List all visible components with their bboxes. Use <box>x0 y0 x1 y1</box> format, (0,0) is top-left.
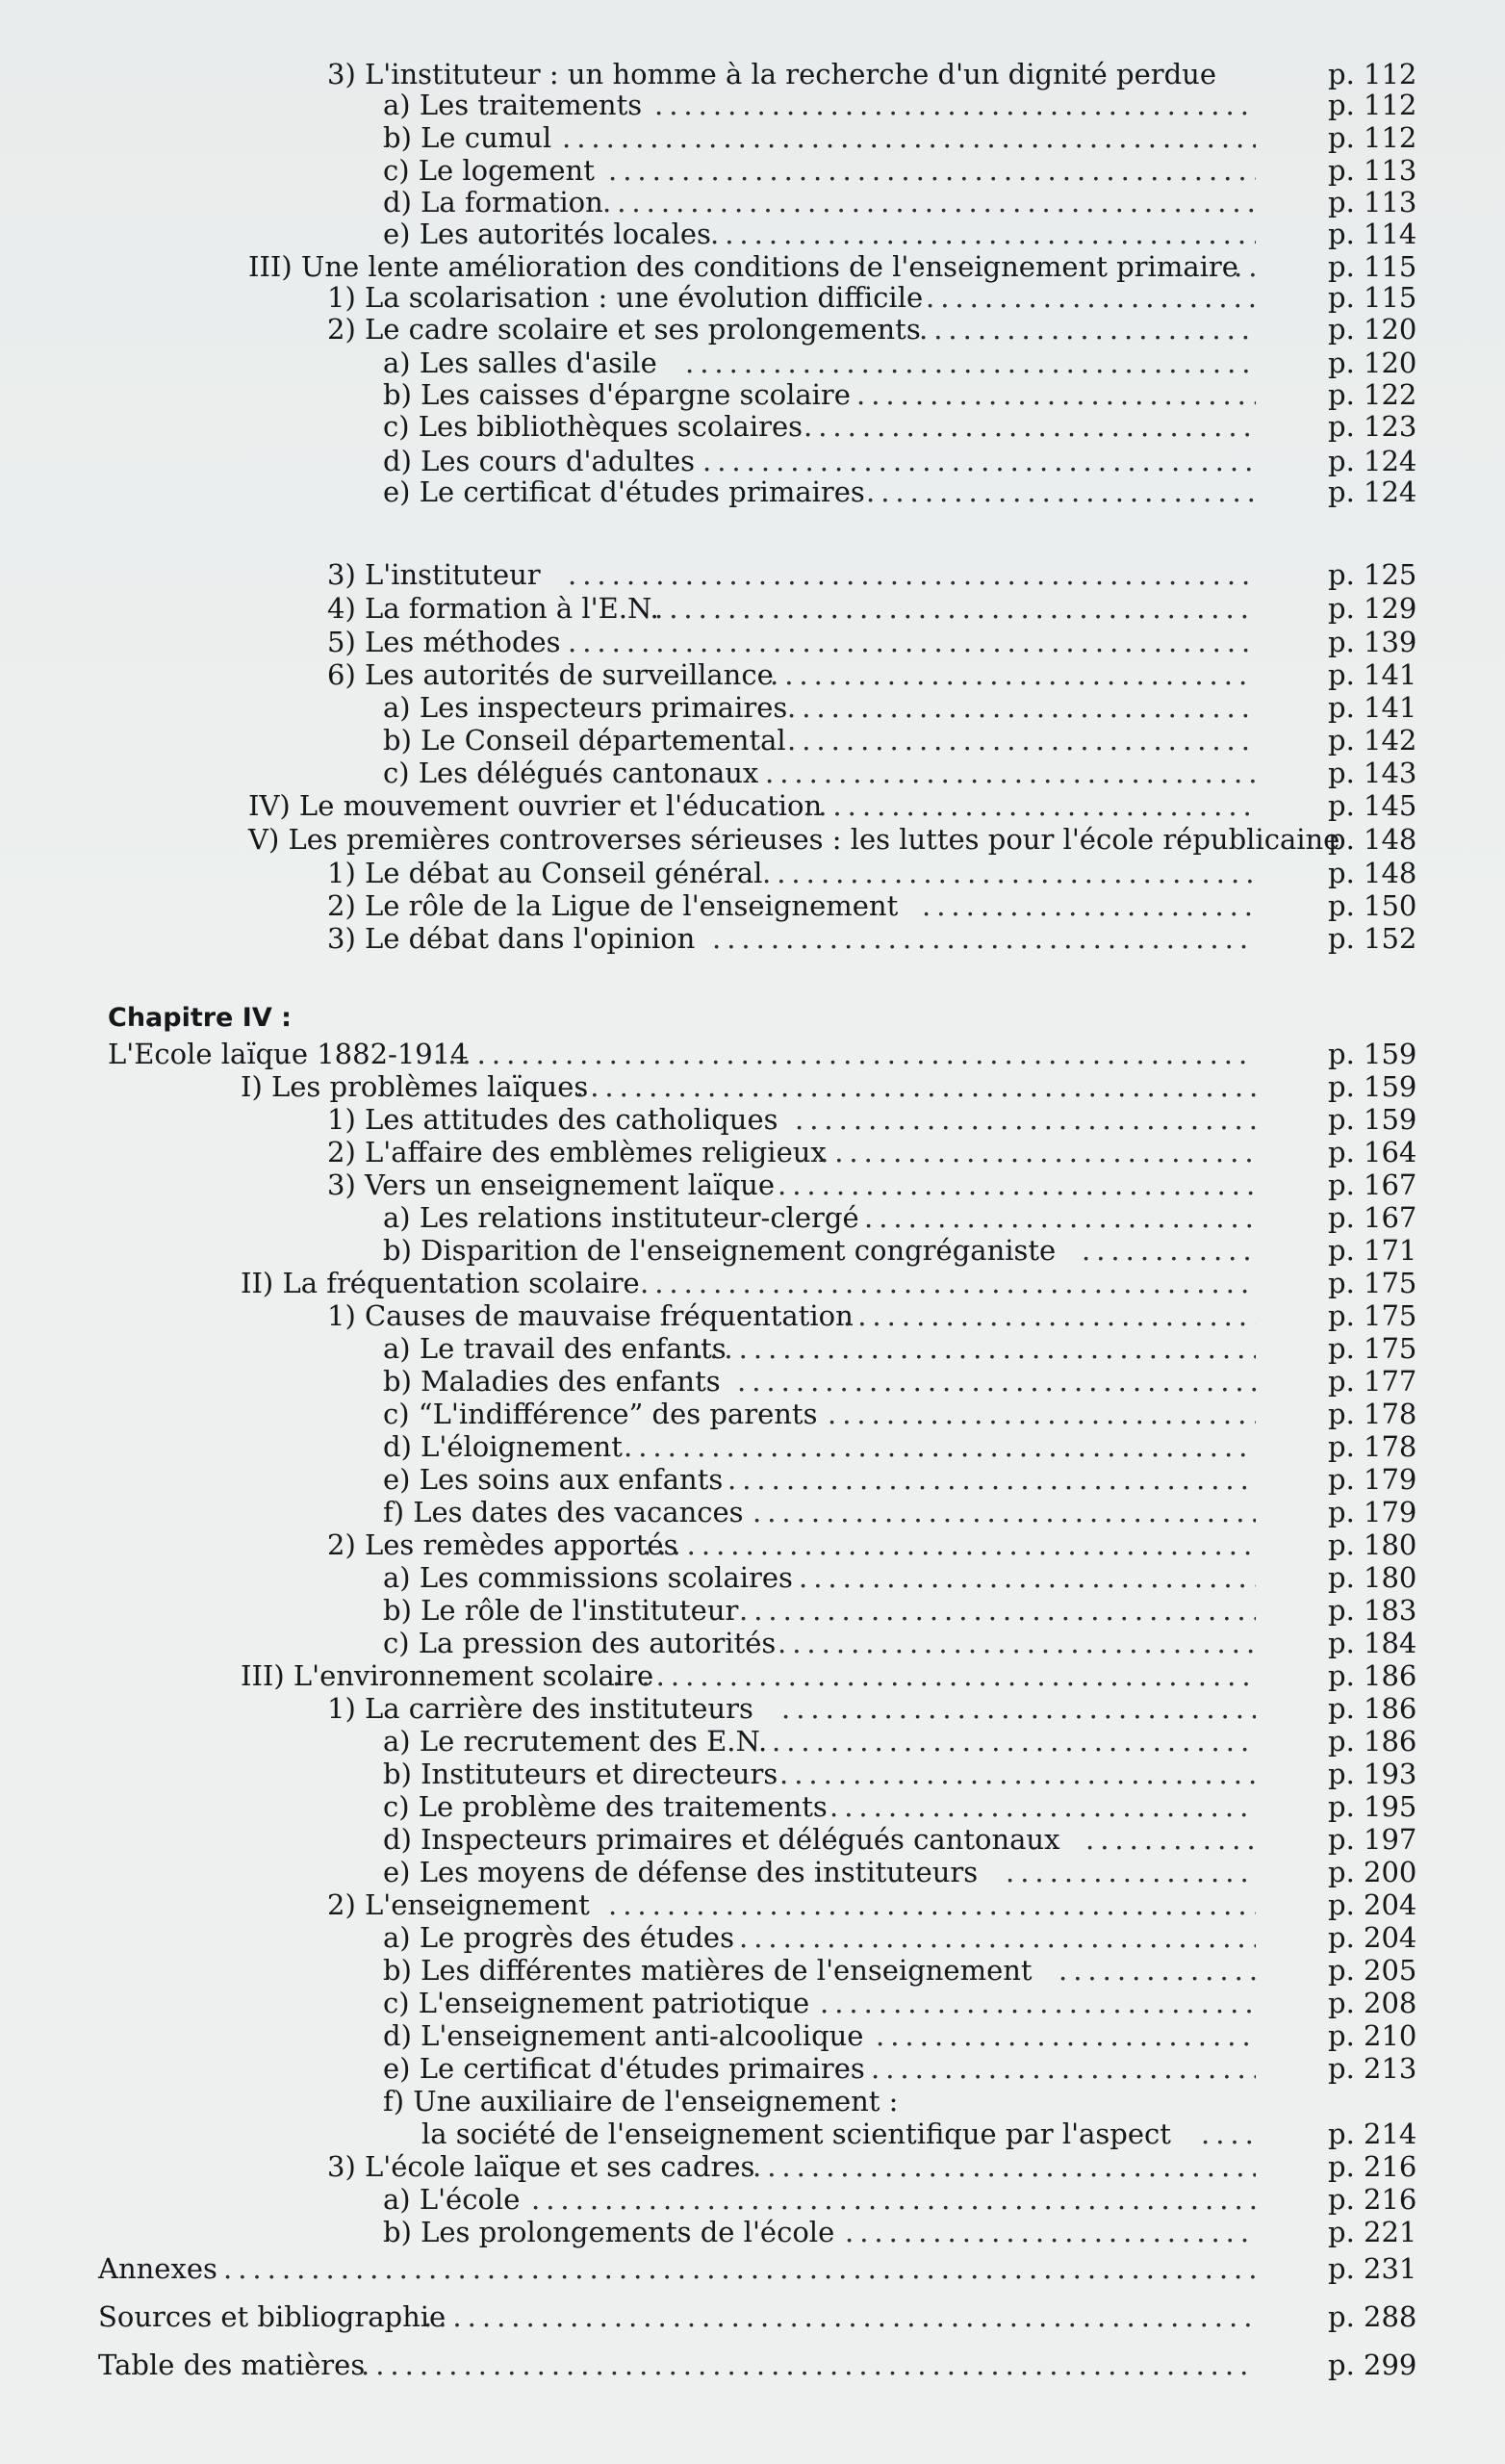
dot-leader <box>739 1594 1256 1627</box>
dot-leader <box>787 724 1256 757</box>
toc-entry <box>0 1299 1505 1332</box>
dot-leader <box>1059 1954 1256 1987</box>
toc-entry <box>0 1201 1505 1234</box>
toc-entry-page: p. 159 <box>1328 1038 1417 1070</box>
toc-entry-page: p. 210 <box>1328 2019 1417 2052</box>
toc-entry-title: II) La fréquentation scolaire <box>241 1267 640 1299</box>
toc-entry-page: p. 124 <box>1328 445 1417 477</box>
toc-entry-page: p. 200 <box>1328 1856 1417 1888</box>
toc-entry-title: 1) La scolarisation : une évolution difficile <box>327 281 924 314</box>
toc-entry <box>0 2085 1505 2118</box>
dot-leader <box>1201 2118 1256 2150</box>
toc-entry-page: p. 167 <box>1328 1201 1417 1234</box>
toc-entry-title: a) Les relations instituteur-clergé <box>383 1201 859 1234</box>
toc-entry-title: d) L'éloignement <box>383 1430 623 1463</box>
toc-entry-title: Annexes <box>98 2252 217 2285</box>
toc-entry-title: 1) Causes de mauvaise fréquentation <box>327 1299 854 1332</box>
toc-entry-title: d) Inspecteurs primaires et délégués cantonaux <box>383 1823 1060 1856</box>
toc-entry-title: Table des matières <box>98 2348 366 2381</box>
toc-entry-title: a) Le progrès des études <box>383 1921 734 1954</box>
toc-entry-title: 1) Le débat au Conseil général <box>327 857 763 889</box>
dot-leader <box>781 1692 1256 1725</box>
toc-entry-page: p. 213 <box>1328 2052 1417 2085</box>
toc-entry <box>0 1398 1505 1430</box>
toc-entry-page: p. 120 <box>1328 346 1417 379</box>
toc-entry-title: c) Le problème des traitements <box>383 1790 828 1823</box>
toc-entry-page: p. 177 <box>1328 1365 1417 1398</box>
dot-leader <box>787 691 1256 724</box>
dot-leader <box>843 1299 1256 1332</box>
dot-leader <box>762 857 1256 889</box>
toc-entry-title: 3) L'instituteur : un homme à la recherche d'un dignité perdue <box>327 58 1217 90</box>
toc-entry <box>0 2118 1505 2150</box>
toc-entry <box>0 1561 1505 1594</box>
dot-leader <box>1006 1856 1256 1888</box>
toc-entry-page: p. 164 <box>1328 1136 1417 1168</box>
toc-entry-title: c) Les délégués cantonaux <box>383 757 759 789</box>
dot-leader <box>820 1987 1256 2019</box>
toc-entry-page: p. 123 <box>1328 410 1417 443</box>
toc-entry-title: a) Les inspecteurs primaires <box>383 691 788 724</box>
dot-leader <box>770 658 1256 691</box>
dot-leader <box>829 1790 1256 1823</box>
toc-entry <box>0 757 1505 789</box>
toc-entry <box>0 313 1505 346</box>
toc-entry-page: p. 179 <box>1328 1496 1417 1528</box>
dot-leader <box>568 626 1256 658</box>
toc-entry-title: e) Le certificat d'études primaires <box>383 2052 865 2085</box>
toc-entry-page: p. 184 <box>1328 1627 1417 1659</box>
toc-entry-title: b) Les caisses d'épargne scolaire <box>383 378 851 411</box>
dot-leader <box>624 1430 1256 1463</box>
toc-entry-page: p. 141 <box>1328 691 1417 724</box>
toc-entry <box>0 475 1505 508</box>
dot-leader <box>864 1201 1256 1234</box>
dot-leader <box>922 889 1256 922</box>
toc-entry-page: p. 120 <box>1328 313 1417 346</box>
toc-entry-title: a) Le travail des enfants <box>383 1332 727 1365</box>
toc-entry <box>0 1888 1505 1921</box>
toc-entry-page: p. 141 <box>1328 658 1417 691</box>
toc-entry-page: p. 115 <box>1328 281 1417 314</box>
dot-leader <box>871 2052 1256 2085</box>
toc-entry-title: 6) Les autorités de surveillance <box>327 658 774 691</box>
toc-entry-title: b) Maladies des enfants <box>383 1365 721 1398</box>
toc-entry <box>0 445 1505 477</box>
toc-entry-title: a) Les salles d'asile <box>383 346 657 379</box>
toc-entry-title: b) Les prolongements de l'école <box>383 2216 835 2248</box>
toc-entry <box>0 1823 1505 1856</box>
toc-entry-page: p. 216 <box>1328 2150 1417 2183</box>
toc-entry <box>0 346 1505 379</box>
toc-entry-page: p. 113 <box>1328 154 1417 187</box>
toc-entry-title: c) La pression des autorités <box>383 1627 777 1659</box>
dot-leader <box>828 1398 1256 1430</box>
toc-entry-page: p. 115 <box>1328 250 1417 283</box>
dot-leader <box>752 1496 1256 1528</box>
toc-entry <box>0 592 1505 625</box>
dot-leader <box>765 757 1256 789</box>
toc-entry-page: p. 171 <box>1328 1234 1417 1267</box>
toc-entry-title: 4) La formation à l'E.N. <box>327 592 659 625</box>
dot-leader <box>223 2252 1256 2285</box>
toc-entry <box>0 410 1505 443</box>
toc-entry-title: d) Les cours d'adultes <box>383 445 695 477</box>
toc-entry <box>0 823 1505 856</box>
toc-entry <box>0 2348 1505 2381</box>
toc-entry-page: p. 159 <box>1328 1070 1417 1103</box>
toc-entry-page: p. 142 <box>1328 724 1417 757</box>
toc-entry-title: V) Les premières controverses sérieuses : les luttes pour l'école républicaine <box>248 823 1340 856</box>
toc-entry-page: p. 205 <box>1328 1954 1417 1987</box>
toc-entry <box>0 2252 1505 2285</box>
toc-entry-page: p. 221 <box>1328 2216 1417 2248</box>
toc-entry <box>0 1463 1505 1496</box>
toc-entry-page: p. 175 <box>1328 1299 1417 1332</box>
toc-entry-title: III) L'environnement scolaire <box>241 1659 654 1692</box>
toc-entry-title: 2) L'affaire des emblèmes religieux <box>327 1136 827 1168</box>
toc-entry <box>0 724 1505 757</box>
toc-entry-page: p. 112 <box>1328 89 1417 121</box>
toc-entry <box>0 58 1505 90</box>
dot-leader <box>779 1758 1256 1790</box>
dot-leader <box>820 1136 1256 1168</box>
toc-entry <box>0 1627 1505 1659</box>
toc-entry <box>0 250 1505 283</box>
toc-entry <box>0 1856 1505 1888</box>
dot-leader <box>804 410 1256 443</box>
toc-entry-title: L'Ecole laïque 1882-1914 <box>108 1038 469 1070</box>
dot-leader <box>1085 1823 1256 1856</box>
toc-entry-title: a) Les commissions scolaires <box>383 1561 793 1594</box>
dot-leader <box>795 1103 1256 1136</box>
toc-entry <box>0 2019 1505 2052</box>
toc-entry-title: 3) Vers un enseignement laïque <box>327 1168 775 1201</box>
dot-leader <box>778 1627 1256 1659</box>
toc-entry-title: a) Le recrutement des E.N. <box>383 1725 768 1758</box>
toc-entry <box>0 2052 1505 2085</box>
toc-entry <box>0 789 1505 822</box>
dot-leader <box>804 789 1256 822</box>
dot-leader <box>778 1168 1256 1201</box>
toc-entry-page: p. 216 <box>1328 2183 1417 2216</box>
dot-leader <box>531 2183 1256 2216</box>
toc-entry-title: d) La formation <box>383 186 603 218</box>
toc-entry-page: p. 125 <box>1328 558 1417 591</box>
dot-leader <box>926 281 1256 314</box>
toc-entry-page: p. 214 <box>1328 2118 1417 2150</box>
dot-leader <box>866 475 1256 508</box>
toc-entry <box>0 89 1505 121</box>
dot-leader <box>612 1659 1256 1692</box>
chapter-heading: Chapitre IV : <box>108 1003 292 1033</box>
dot-leader <box>702 445 1256 477</box>
toc-entry-title: I) Les problèmes laïques <box>241 1070 589 1103</box>
toc-entry-title: 2) Le rôle de la Ligue de l'enseignement <box>327 889 899 922</box>
dot-leader <box>423 2300 1256 2333</box>
toc-entry-title: b) Le rôle de l'instituteur <box>383 1594 739 1627</box>
toc-entry <box>0 218 1505 250</box>
toc-entry-page: p. 167 <box>1328 1168 1417 1201</box>
toc-entry <box>0 1758 1505 1790</box>
toc-entry-page: p. 175 <box>1328 1267 1417 1299</box>
toc-entry-page: p. 180 <box>1328 1528 1417 1561</box>
dot-leader <box>575 1070 1256 1103</box>
toc-entry <box>0 1136 1505 1168</box>
toc-entry-title: b) Le Conseil départemental <box>383 724 786 757</box>
toc-entry-title: e) Les autorités locales <box>383 218 711 250</box>
dot-leader <box>845 2216 1256 2248</box>
dot-leader <box>856 378 1256 411</box>
toc-entry <box>0 1659 1505 1692</box>
toc-entry-title: c) “L'indifférence” des parents <box>383 1398 818 1430</box>
toc-entry <box>0 154 1505 187</box>
toc-entry-title: 2) Le cadre scolaire et ses prolongements <box>327 313 921 346</box>
toc-entry-title: 1) Les attitudes des catholiques <box>327 1103 778 1136</box>
toc-entry-title: 3) L'instituteur <box>327 558 541 591</box>
dot-leader <box>562 121 1256 154</box>
toc-entry-title: e) Les moyens de défense des instituteurs <box>383 1856 979 1888</box>
toc-entry <box>0 691 1505 724</box>
toc-entry-page: p. 150 <box>1328 889 1417 922</box>
toc-entry-title: e) Le certificat d'études primaires <box>383 475 865 508</box>
toc-entry-page: p. 183 <box>1328 1594 1417 1627</box>
toc-entry <box>0 1496 1505 1528</box>
toc-entry-page: p. 129 <box>1328 592 1417 625</box>
dot-leader <box>695 1332 1256 1365</box>
toc-entry <box>0 1987 1505 2019</box>
toc-entry <box>0 2300 1505 2333</box>
dot-leader <box>643 1528 1256 1561</box>
toc-entry <box>0 2150 1505 2183</box>
toc-entry <box>0 1168 1505 1201</box>
toc-entry-page: p. 179 <box>1328 1463 1417 1496</box>
toc-entry-page: p. 175 <box>1328 1332 1417 1365</box>
toc-entry-title: b) Disparition de l'enseignement congréganiste <box>383 1234 1057 1267</box>
toc-entry-page: p. 186 <box>1328 1692 1417 1725</box>
toc-entry-title: 5) Les méthodes <box>327 626 561 658</box>
dot-leader <box>654 592 1256 625</box>
dot-leader <box>799 1561 1256 1594</box>
dot-leader <box>654 89 1256 121</box>
toc-entry <box>0 1954 1505 1987</box>
toc-entry-title: 2) Les remèdes apportés <box>327 1528 678 1561</box>
toc-entry-title: c) L'enseignement patriotique <box>383 1987 810 2019</box>
toc-entry <box>0 658 1505 691</box>
toc-entry-page: p. 148 <box>1328 857 1417 889</box>
toc-entry-page: p. 112 <box>1328 58 1417 90</box>
dot-leader <box>1234 250 1256 283</box>
toc-entry <box>0 1921 1505 1954</box>
toc-entry <box>0 1038 1505 1070</box>
dot-leader <box>737 1365 1256 1398</box>
dot-leader <box>712 922 1256 955</box>
toc-entry-title: e) Les soins aux enfants <box>383 1463 724 1496</box>
dot-leader <box>876 2019 1256 2052</box>
toc-entry <box>0 1725 1505 1758</box>
toc-entry-title: b) Instituteurs et directeurs <box>383 1758 778 1790</box>
toc-entry-page: p. 208 <box>1328 1987 1417 2019</box>
toc-entry-title: III) Une lente amélioration des conditions de l'enseignement primaire <box>248 250 1238 283</box>
toc-entry-title: 2) L'enseignement <box>327 1888 590 1921</box>
toc-entry-page: p. 186 <box>1328 1725 1417 1758</box>
toc-entry-page: p. 197 <box>1328 1823 1417 1856</box>
toc-entry <box>0 281 1505 314</box>
toc-entry-page: p. 178 <box>1328 1430 1417 1463</box>
toc-entry <box>0 2183 1505 2216</box>
toc-entry-page: p. 143 <box>1328 757 1417 789</box>
toc-entry <box>0 1692 1505 1725</box>
toc-entry-page: p. 195 <box>1328 1790 1417 1823</box>
dot-leader <box>739 1921 1256 1954</box>
toc-entry-page: p. 112 <box>1328 121 1417 154</box>
toc-entry-page: p. 114 <box>1328 218 1417 250</box>
toc-entry-page: p. 124 <box>1328 475 1417 508</box>
toc-entry-page: p. 178 <box>1328 1398 1417 1430</box>
toc-entry-page: p. 145 <box>1328 789 1417 822</box>
toc-entry <box>0 1234 1505 1267</box>
toc-entry-title: la société de l'enseignement scientifique par l'aspect <box>421 2118 1171 2150</box>
toc-entry-page: p. 288 <box>1328 2300 1417 2333</box>
dot-leader <box>568 558 1256 591</box>
toc-entry <box>0 1332 1505 1365</box>
toc-entry-title: d) L'enseignement anti-alcoolique <box>383 2019 864 2052</box>
toc-entry-page: p. 122 <box>1328 378 1417 411</box>
toc-entry-title: b) Le cumul <box>383 121 552 154</box>
toc-entry <box>0 857 1505 889</box>
toc-entry-page: p. 299 <box>1328 2348 1417 2381</box>
toc-entry <box>0 1070 1505 1103</box>
dot-leader <box>710 218 1256 250</box>
toc-entry <box>0 1267 1505 1299</box>
toc-entry-title: f) Les dates des vacances <box>383 1496 744 1528</box>
dot-leader <box>608 1888 1256 1921</box>
toc-entry <box>0 1790 1505 1823</box>
toc-entry-title: f) Une auxiliaire de l'enseignement : <box>383 2085 899 2118</box>
dot-leader <box>919 313 1256 346</box>
toc-entry <box>0 626 1505 658</box>
toc-entry-page: p. 152 <box>1328 922 1417 955</box>
toc-entry <box>0 889 1505 922</box>
toc-entry <box>0 186 1505 218</box>
toc-entry-title: c) Le logement <box>383 154 595 187</box>
toc-entry <box>0 922 1505 955</box>
toc-entry <box>0 1528 1505 1561</box>
toc-entry-page: p. 193 <box>1328 1758 1417 1790</box>
toc-entry <box>0 378 1505 411</box>
toc-entry-page: p. 113 <box>1328 186 1417 218</box>
toc-entry-title: IV) Le mouvement ouvrier et l'éducation <box>248 789 823 822</box>
toc-entry-title: b) Les différentes matières de l'enseignement <box>383 1954 1033 1987</box>
toc-entry-page: p. 186 <box>1328 1659 1417 1692</box>
dot-leader <box>685 346 1256 379</box>
toc-entry-page: p. 139 <box>1328 626 1417 658</box>
dot-leader <box>433 1038 1256 1070</box>
dot-leader <box>727 1463 1256 1496</box>
toc-entry <box>0 1430 1505 1463</box>
dot-leader <box>1082 1234 1256 1267</box>
toc-entry <box>0 558 1505 591</box>
toc-entry <box>0 1103 1505 1136</box>
toc-entry-title: a) L'école <box>383 2183 521 2216</box>
toc-entry-title: 1) La carrière des instituteurs <box>327 1692 753 1725</box>
toc-entry <box>0 1365 1505 1398</box>
toc-entry-title: 3) Le débat dans l'opinion <box>327 922 696 955</box>
dot-leader <box>361 2348 1256 2381</box>
toc-entry-title: 3) L'école laïque et ses cadres <box>327 2150 755 2183</box>
dot-leader <box>602 186 1256 218</box>
dot-leader <box>640 1267 1256 1299</box>
toc-entry-page: p. 159 <box>1328 1103 1417 1136</box>
dot-leader <box>752 2150 1256 2183</box>
toc-entry-title: Sources et bibliographie <box>98 2300 446 2333</box>
toc-entry-page: p. 180 <box>1328 1561 1417 1594</box>
toc-entry-page: p. 204 <box>1328 1921 1417 1954</box>
dot-leader <box>608 154 1256 187</box>
toc-entry-page: p. 231 <box>1328 2252 1417 2285</box>
toc-entry <box>0 1594 1505 1627</box>
toc-entry-title: a) Les traitements <box>383 89 643 121</box>
toc-entry-page: p. 148 <box>1328 823 1417 856</box>
toc-entry <box>0 121 1505 154</box>
toc-entry-title: c) Les bibliothèques scolaires <box>383 410 804 443</box>
dot-leader <box>772 1725 1256 1758</box>
toc-entry <box>0 2216 1505 2248</box>
toc-entry-page: p. 204 <box>1328 1888 1417 1921</box>
